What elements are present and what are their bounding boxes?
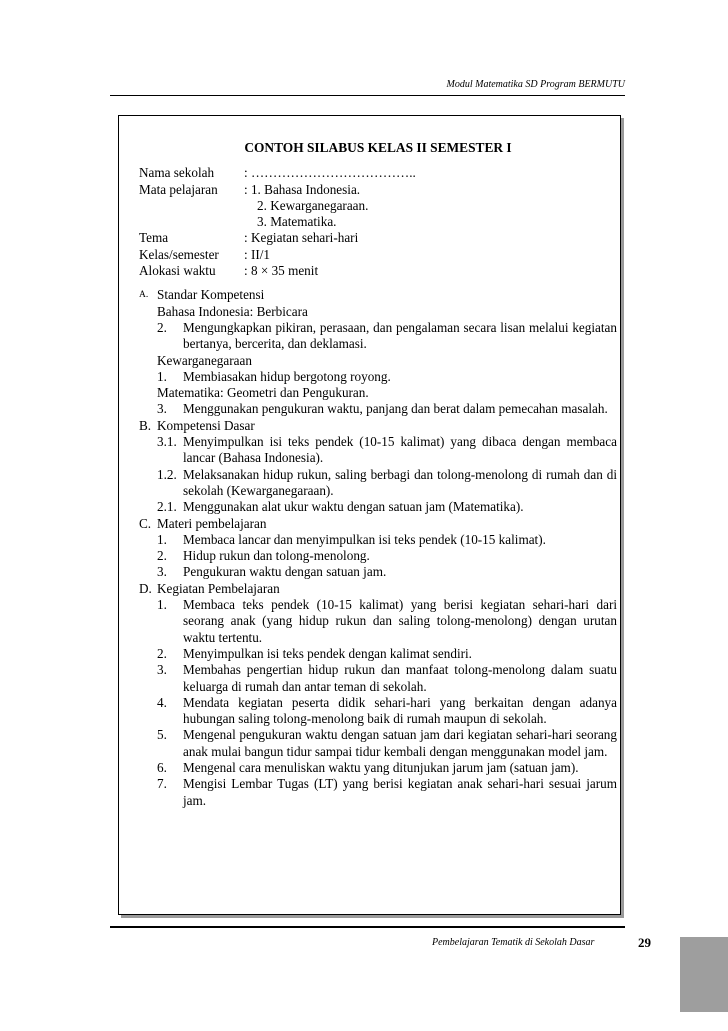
info-value: 2. Kewarganegaraan. (257, 197, 369, 213)
list-item (139, 646, 617, 662)
info-key: Alokasi waktu (139, 263, 216, 279)
section-letter: D. (139, 580, 152, 596)
item-text: Menyimpulkan isi teks pendek (10-15 kalimat) yang dibaca dengan membaca lancar (Bahasa Indonesia). (183, 434, 617, 466)
list-item (139, 695, 617, 728)
footer-rule (110, 926, 625, 928)
item-text: Membiasakan hidup bergotong royong. (183, 368, 391, 384)
info-row-theme (139, 230, 617, 246)
item-number: 2. (157, 548, 167, 564)
info-value: 3. Matematika. (257, 214, 337, 230)
section-d-heading (139, 581, 617, 597)
list-item (139, 564, 617, 580)
item-number: 6. (157, 759, 167, 775)
info-row-class (139, 247, 617, 263)
item-number: 5. (157, 727, 167, 743)
item-number: 1. (157, 597, 167, 613)
info-row-subject-3 (139, 214, 617, 230)
section-title: Standar Kompetensi (157, 287, 265, 303)
section-title: Materi pembelajaran (157, 515, 267, 531)
list-item (139, 727, 617, 760)
item-number: 3.1. (157, 434, 177, 450)
list-item (139, 499, 617, 515)
list-item (139, 532, 617, 548)
page-number: 29 (638, 935, 651, 950)
item-text: Membaca lancar dan menyimpulkan isi teks pendek (10-15 kalimat). (183, 531, 546, 547)
info-key: Mata pelajaran (139, 181, 218, 197)
section-c-heading (139, 516, 617, 532)
section-a-sub-3: Matematika: Geometri dan Pengukuran. (157, 385, 369, 401)
item-number: 1.2. (157, 466, 177, 482)
list-item (139, 401, 617, 417)
info-key (139, 198, 244, 214)
section-title: Kegiatan Pembelajaran (157, 580, 280, 596)
item-text: Membahas pengertian hidup rukun dan manfaat tolong-menolong dalam suatu keluarga di rumah dan antar teman di sekolah. (183, 662, 617, 694)
syllabus-content (139, 140, 617, 809)
info-key (139, 214, 244, 230)
item-number: 2. (157, 645, 167, 661)
item-text: Mengungkapkan pikiran, perasaan, dan pengalaman secara lisan melalui kegiatan bertanya, bercerita, dan deklamasi. (183, 319, 617, 352)
item-text: Mengenal pengukuran waktu dengan satuan jam dari kegiatan sehari-hari seorang anak mulai bangun tidur sampai tidur kembali dengan menggunakan model jam. (183, 727, 617, 759)
item-text: Menggunakan pengukuran waktu, panjang dan berat dalam pemecahan masalah. (183, 401, 608, 417)
item-number: 2. (157, 319, 167, 335)
section-a-heading (139, 287, 617, 303)
page-tab-block (680, 937, 728, 1012)
section-b-heading (139, 418, 617, 434)
item-number: 3. (157, 662, 167, 678)
section-letter: B. (139, 417, 152, 433)
list-item (139, 597, 617, 646)
info-row-subject (139, 182, 617, 198)
item-text: Mengenal cara menuliskan waktu yang ditunjukan jarum jam (satuan jam). (183, 759, 579, 775)
item-text: Menyimpulkan isi teks pendek dengan kalimat sendiri. (183, 645, 472, 661)
item-text: Melaksanakan hidup rukun, saling berbagi dan tolong-menolong di rumah dan di sekolah (Kewarganegaraan). (183, 466, 617, 498)
info-key: Tema (139, 230, 169, 246)
header-title: Modul Matematika SD Program BERMUTU (446, 79, 625, 90)
info-row-subject-2 (139, 198, 617, 214)
item-number: 3. (157, 564, 167, 580)
item-number: 3. (157, 401, 167, 417)
info-value: : II/1 (244, 246, 271, 262)
spacer (139, 279, 617, 287)
item-text: Pengukuran waktu dengan satuan jam. (183, 564, 387, 580)
list-item (139, 320, 617, 353)
list-item (139, 662, 617, 695)
section-letter: A. (139, 290, 149, 301)
item-number: 1. (157, 368, 167, 384)
section-letter: C. (139, 515, 152, 531)
section-a-sub-1: Bahasa Indonesia: Berbicara (157, 303, 308, 319)
info-key: Kelas/semester (139, 246, 219, 262)
info-value: : Kegiatan sehari-hari (244, 230, 359, 246)
section-a-sub-2: Kewarganegaraan (157, 352, 252, 368)
list-item (139, 434, 617, 467)
item-number: 1. (157, 531, 167, 547)
list-item (139, 369, 617, 385)
item-text: Menggunakan alat ukur waktu dengan satuan jam (Matematika). (183, 499, 524, 515)
item-number: 7. (157, 776, 167, 792)
info-value: : 8 × 35 menit (244, 263, 319, 279)
list-item (139, 467, 617, 500)
footer-title: Pembelajaran Tematik di Sekolah Dasar (432, 937, 595, 948)
syllabus-title: CONTOH SILABUS KELAS II SEMESTER I (244, 140, 512, 155)
section-title: Kompetensi Dasar (157, 417, 255, 433)
info-key: Nama sekolah (139, 165, 215, 181)
list-item (139, 776, 617, 809)
list-item (139, 548, 617, 564)
info-value: : 1. Bahasa Indonesia. (244, 181, 361, 197)
list-item (139, 760, 617, 776)
item-text: Mengisi Lembar Tugas (LT) yang berisi kegiatan anak sehari-hari sesuai jarum jam. (183, 776, 617, 808)
info-value: : ……………………………….. (244, 165, 416, 181)
info-row-school (139, 165, 617, 181)
syllabus-box (118, 115, 621, 915)
info-row-time (139, 263, 617, 279)
item-number: 4. (157, 694, 167, 710)
item-text: Hidup rukun dan tolong-menolong. (183, 548, 370, 564)
header-rule (110, 95, 625, 96)
item-text: Membaca teks pendek (10-15 kalimat) yang berisi kegiatan sehari-hari dari seorang anak (yang hidup rukun dan saling tolong-menolong) dengan urutan waktu tertentu. (183, 597, 617, 645)
item-number: 2.1. (157, 499, 177, 515)
item-text: Mendata kegiatan peserta didik sehari-hari yang berkaitan dengan adanya hubungan saling tolong-menolong baik di rumah maupun di sekolah. (183, 694, 617, 727)
